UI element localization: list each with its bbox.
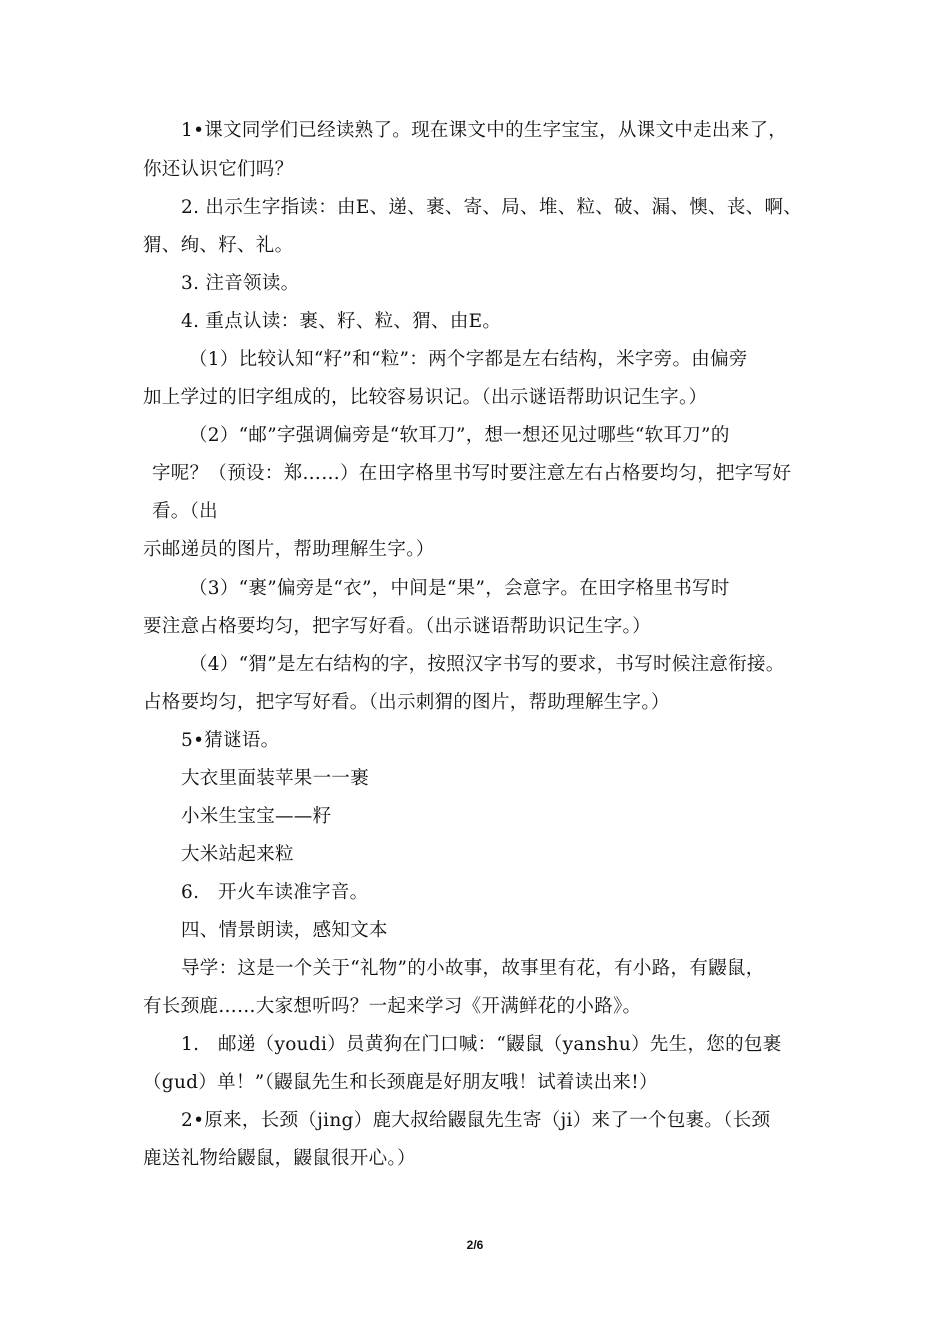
paragraph-line: （4）“猬”是左右结构的字，按照汉字书写的要求，书写时候注意衔接。 (189, 654, 785, 675)
paragraph-line: （gud）单！”（鼹鼠先生和长颈鹿是好朋友哦！试着读出来!） (143, 1072, 658, 1093)
paragraph-line: 鹿送礼物给鼹鼠，鼹鼠很开心。） (143, 1148, 416, 1169)
paragraph-line: 占格要均匀，把字写好看。（出示刺猬的图片，帮助理解生字。） (143, 692, 670, 713)
paragraph-line: 字呢？（预设：郑……）在田字格里书写时要注意左右占格要均匀，把字写好 (152, 463, 792, 484)
page-number: 2/6 (466, 1238, 484, 1252)
paragraph-line: 1•课文同学们已经读熟了。现在课文中的生字宝宝，从课文中走出来了， (181, 120, 788, 141)
paragraph-line: 2. 出示生字指读：由E、递、裹、寄、局、堆、粒、破、漏、懊、丧、啊、 (181, 197, 803, 218)
paragraph-line: 大米站起来粒 (181, 844, 294, 865)
paragraph-line: （3）“裹”偏旁是“衣”，中间是“果”，会意字。在田字格里书写时 (189, 578, 730, 599)
paragraph-line: 5•猜谜语。 (181, 730, 280, 751)
paragraph-line: 加上学过的旧字组成的，比较容易识记。（出示谜语帮助识记生字。） (143, 387, 708, 408)
paragraph-line: 4. 重点认读：裹、籽、粒、猬、由E。 (181, 311, 502, 332)
paragraph-line: 你还认识它们吗？ (143, 159, 294, 180)
paragraph-line: 要注意占格要均匀，把字写好看。（出示谜语帮助识记生字。） (143, 616, 651, 637)
paragraph-line: 示邮递员的图片，帮助理解生字。） (143, 539, 435, 560)
paragraph-line: 猬、绚、籽、礼。 (143, 235, 294, 256)
paragraph-line: 看。（出 (152, 501, 218, 522)
paragraph-line: （1）比较认知“籽”和“粒”：两个字都是左右结构，米字旁。由偏旁 (189, 349, 748, 370)
paragraph-line: 6. 开火车读准字音。 (181, 882, 369, 903)
paragraph-line: 有长颈鹿……大家想听吗？一起来学习《开满鲜花的小路》。 (143, 996, 642, 1017)
paragraph-line: 小米生宝宝——籽 (181, 806, 332, 827)
section-heading: 四、情景朗读，感知文本 (181, 920, 388, 941)
paragraph-line: 3. 注音领读。 (181, 273, 300, 294)
paragraph-line: 2•原来，长颈（jing）鹿大叔给鼹鼠先生寄（ji）来了一个包裹。（长颈 (181, 1110, 771, 1131)
paragraph-line: 导学：这是一个关于“礼物”的小故事，故事里有花，有小路，有鼹鼠， (181, 958, 765, 979)
paragraph-line: 1. 邮递（youdi）员黄狗在门口喊：“鼹鼠（yanshu）先生，您的包裹 (181, 1034, 782, 1055)
paragraph-line: （2）“邮”字强调偏旁是“软耳刀”，想一想还见过哪些“软耳刀”的 (189, 425, 730, 446)
paragraph-line: 大衣里面装苹果一一裹 (181, 768, 370, 789)
